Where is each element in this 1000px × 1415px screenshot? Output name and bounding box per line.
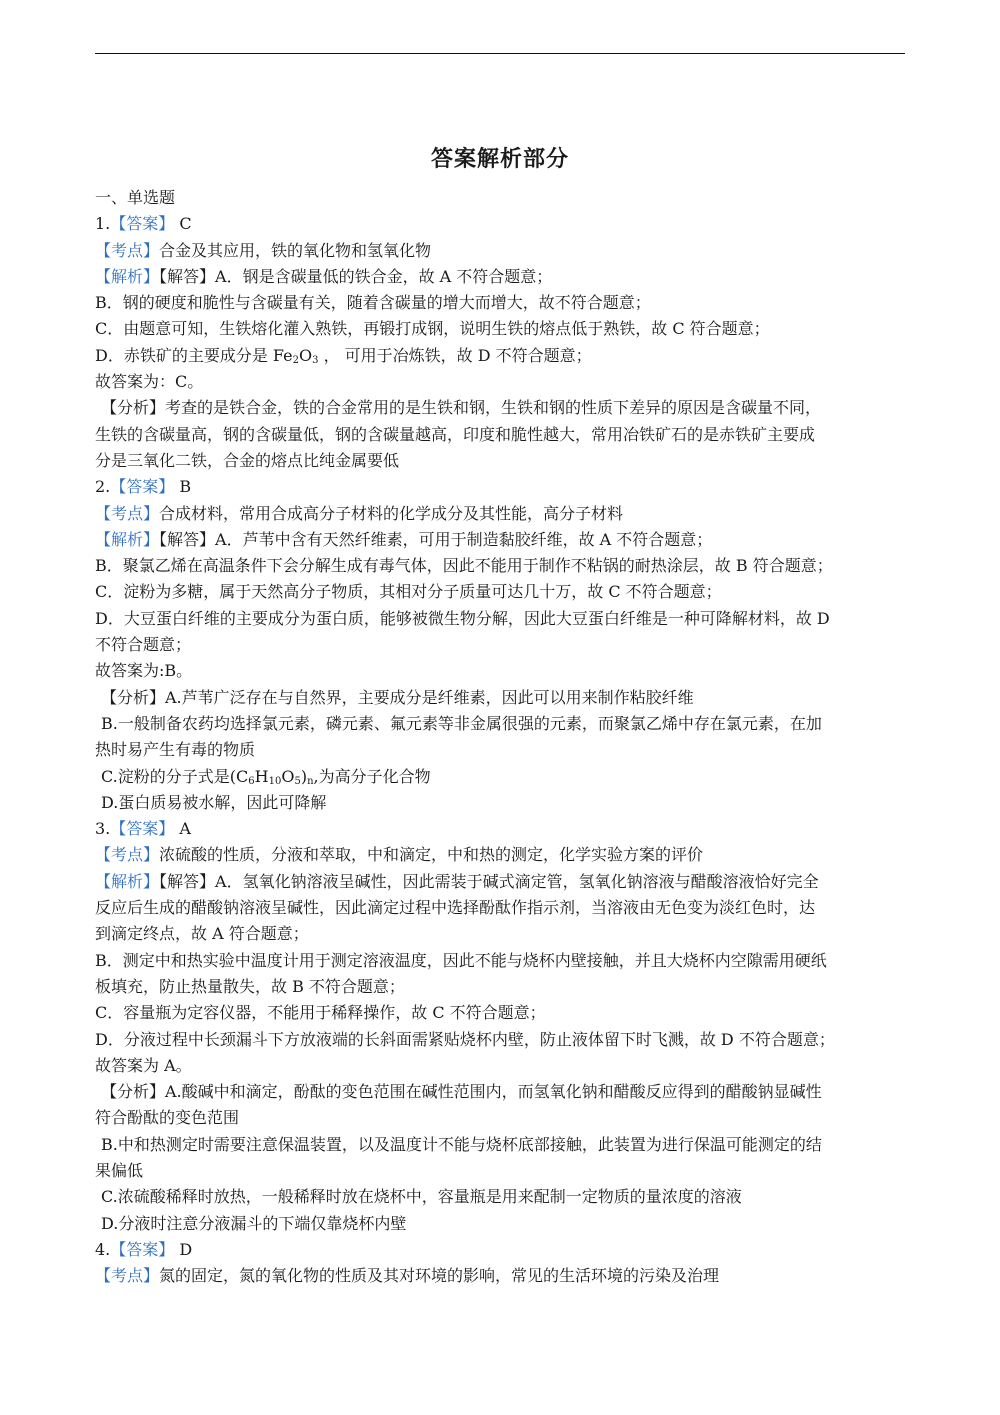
q3-text-line: D．分液过程中长颈漏斗下方放液端的长斜面需紧贴烧杯内壁，防止液体留下时飞溅，故 D 不符合题意；: [95, 1029, 835, 1049]
section-heading: 一、单选题: [95, 188, 176, 207]
q3-analysis-line: 【解析】【解答】A．氢氧化钠溶液呈碱性，因此需装于碱式滴定管，氢氧化钠溶液与醋酸溶液恰好完全: [95, 871, 819, 891]
q3-conclusion: 故答案为 A。: [95, 1055, 192, 1075]
q1-analysis-line: 【解析】【解答】A．钢是含碳量低的铁合金，故 A 不符合题意；: [95, 266, 553, 286]
q2-conclusion: 故答案为:B。: [95, 661, 193, 681]
q3-text-line: 到滴定终点，故 A 符合题意；: [95, 924, 309, 944]
q4-point-line: 【考点】氮的固定，氮的氧化物的性质及其对环境的影响，常见的生活环境的污染及治理: [95, 1266, 720, 1286]
q4-answer: D: [174, 1239, 193, 1259]
q4-answer-line: 4.【答案】 D: [95, 1239, 193, 1259]
q2-formula-line: C.淀粉的分子式是$(C_6H_{10}O_5)_n$,为高分子化合物: [101, 766, 431, 787]
q1-text-line: D．赤铁矿的主要成分是 $Fe_2O_3$ ， 可用于冶炼铁，故 D 不符合题意；: [95, 345, 592, 366]
point-tag: 【考点】: [95, 503, 160, 523]
answer-tag: 【答案】: [110, 1239, 175, 1259]
q2-summary-line: 热时易产生有毒的物质: [95, 740, 256, 760]
answer-tag: 【答案】: [110, 477, 175, 497]
q3-answer-line: 3.【答案】 A: [95, 819, 191, 839]
q3-text-line: B．测定中和热实验中温度计用于测定溶液温度，因此不能与烧杯内壁接触，并且大烧杯内空隙需用硬纸: [95, 950, 827, 970]
q3-text-line: C．容量瓶为定容仪器，不能用于稀释操作，故 C 不符合题意；: [95, 1003, 546, 1023]
q3-summary-line: D.分液时注意分液漏斗的下端仅靠烧杯内壁: [101, 1213, 407, 1233]
q2-analysis-line: 【解析】【解答】A．芦苇中含有天然纤维素，可用于制造黏胶纤维，故 A 不符合题意；: [95, 529, 713, 549]
analysis-tag: 【解析】: [95, 871, 160, 891]
document-body: [95, 185, 910, 1289]
q2-text-line: C．淀粉为多糖，属于天然高分子物质，其相对分子质量可达几十万，故 C 不符合题意；: [95, 582, 722, 602]
q1-answer-line: 1.【答案】 C: [95, 214, 192, 234]
q3-summary-line: C.浓硫酸稀释时放热，一般稀释时放在烧杯中，容量瓶是用来配制一定物质的量浓度的溶液: [101, 1187, 742, 1207]
page-title: 答案解析部分: [430, 146, 569, 172]
q2-text-line: B．聚氯乙烯在高温条件下会分解生成有毒气体，因此不能用于制作不粘锅的耐热涂层，故 B 符合题意；: [95, 556, 833, 576]
q1-summary-line: 分是三氧化二铁，合金的熔点比纯金属要低: [95, 450, 400, 470]
q3-text-line: 板填充，防止热量散失，故 B 不符合题意；: [95, 976, 405, 996]
answer-tag: 【答案】: [110, 819, 175, 839]
q1-text-line: B．钢的硬度和脆性与含碳量有关，随着含碳量的增大而增大，故不符合题意；: [95, 293, 651, 313]
q2-summary-line: B.一般制备农药均选择氯元素，磷元素、氟元素等非金属很强的元素，而聚氯乙烯中存在氯元素，在加: [101, 713, 822, 733]
q1-point-line: 【考点】合金及其应用，铁的氧化物和氢氧化物: [95, 240, 432, 260]
q1-summary-line: 生铁的含碳量高，钢的含碳量低，钢的含碳量越高，印度和脆性越大，常用冶铁矿石的是赤铁矿主要成: [95, 424, 816, 444]
point-tag: 【考点】: [95, 845, 160, 865]
q3-summary-line: 果偏低: [95, 1160, 144, 1180]
q3-summary-line: B.中和热测定时需要注意保温装置，以及温度计不能与烧杯底部接触，此装置为进行保温可能测定的结: [101, 1134, 822, 1154]
q2-answer-line: 2.【答案】 B: [95, 477, 192, 497]
q3-answer: A: [174, 819, 191, 839]
q3-summary-line: 【分析】A.酸碱中和滴定，酚酞的变色范围在碱性范围内，而氢氧化钠和醋酸反应得到的醋酸钠显碱性: [101, 1082, 822, 1102]
point-tag: 【考点】: [95, 1266, 160, 1286]
q3-point-line: 【考点】浓硫酸的性质，分液和萃取，中和滴定，中和热的测定，化学实验方案的评价: [95, 845, 704, 865]
answer-tag: 【答案】: [110, 214, 175, 234]
q1-summary-line: 【分析】考查的是铁合金，铁的合金常用的是生铁和钢，生铁和钢的性质下差异的原因是含碳量不同，: [101, 398, 822, 418]
q2-point-line: 【考点】合成材料，常用合成高分子材料的化学成分及其性能，高分子材料: [95, 503, 624, 523]
analysis-tag: 【解析】: [95, 266, 160, 286]
analysis-tag: 【解析】: [95, 529, 160, 549]
point-tag: 【考点】: [95, 240, 160, 260]
q2-text-line: 不符合题意；: [95, 635, 192, 655]
q3-summary-line: 符合酚酞的变色范围: [95, 1108, 240, 1128]
header-rule: [95, 53, 905, 54]
q2-answer: B: [174, 477, 192, 497]
q1-text-line: C．由题意可知，生铁熔化灌入熟铁，再锻打成钢，说明生铁的熔点低于熟铁，故 C 符合题意；: [95, 319, 770, 339]
q2-text-line: D．大豆蛋白纤维的主要成分为蛋白质，能够被微生物分解，因此大豆蛋白纤维是一种可降解材料，故 D: [95, 608, 830, 628]
q3-text-line: 反应后生成的醋酸钠溶液呈碱性，因此滴定过程中选择酚酞作指示剂，当溶液由无色变为淡红色时，达: [95, 898, 816, 918]
q1-conclusion: 故答案为：C。: [95, 372, 204, 392]
q1-answer: C: [174, 214, 192, 234]
q2-summary-line: D.蛋白质易被水解，因此可降解: [101, 792, 327, 812]
q2-summary-line: 【分析】A.芦苇广泛存在与自然界，主要成分是纤维素，因此可以用来制作粘胶纤维: [101, 687, 694, 707]
